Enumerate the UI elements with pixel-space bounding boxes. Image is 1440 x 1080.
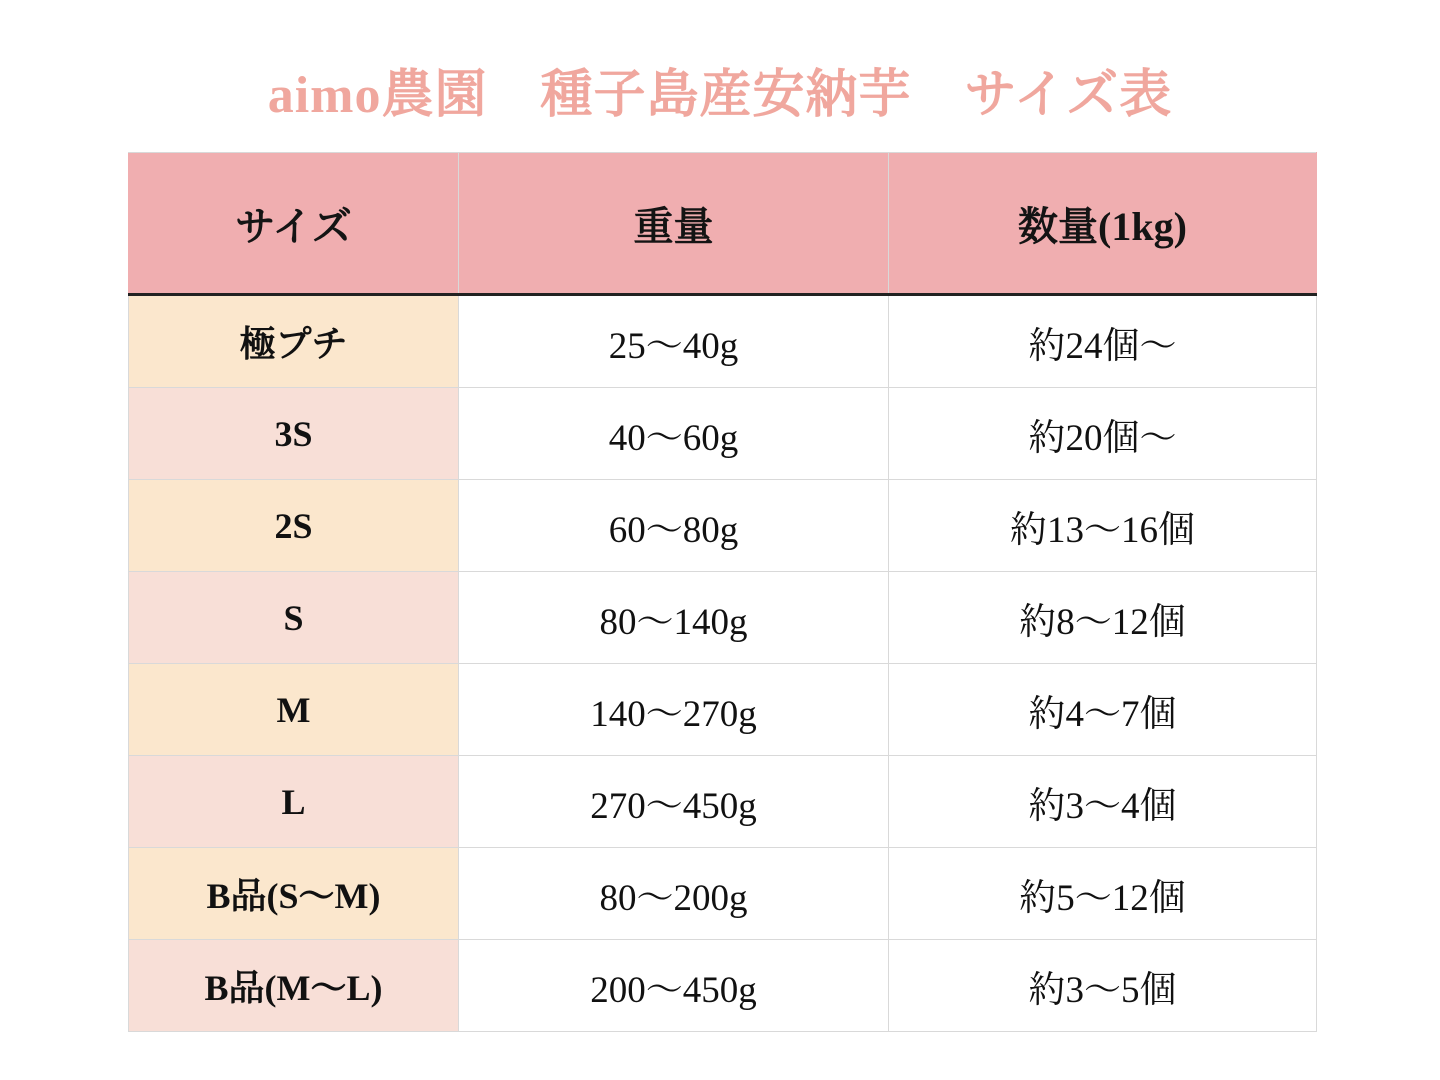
cell-size: 3S	[129, 388, 459, 480]
table-header-row	[129, 153, 1317, 295]
table-header	[129, 153, 1317, 295]
column-header-size: サイズ	[129, 153, 459, 295]
cell-quantity: 約13〜16個	[889, 480, 1317, 572]
cell-weight: 270〜450g	[459, 756, 889, 848]
cell-quantity: 約20個〜	[889, 388, 1317, 480]
cell-size: 極プチ	[129, 295, 459, 388]
column-header-weight: 重量	[459, 153, 889, 295]
cell-weight: 25〜40g	[459, 295, 889, 388]
table-row	[129, 940, 1317, 1032]
cell-size: B品(M〜L)	[129, 940, 459, 1032]
table-row	[129, 756, 1317, 848]
cell-weight: 200〜450g	[459, 940, 889, 1032]
cell-size: L	[129, 756, 459, 848]
cell-quantity: 約4〜7個	[889, 664, 1317, 756]
table-row	[129, 664, 1317, 756]
cell-size: S	[129, 572, 459, 664]
cell-quantity: 約5〜12個	[889, 848, 1317, 940]
cell-size: 2S	[129, 480, 459, 572]
cell-quantity: 約24個〜	[889, 295, 1317, 388]
table-row	[129, 848, 1317, 940]
cell-weight: 80〜200g	[459, 848, 889, 940]
cell-weight: 80〜140g	[459, 572, 889, 664]
table-row	[129, 388, 1317, 480]
table-row	[129, 295, 1317, 388]
cell-weight: 60〜80g	[459, 480, 889, 572]
cell-size: B品(S〜M)	[129, 848, 459, 940]
table-body	[129, 295, 1317, 1032]
cell-weight: 40〜60g	[459, 388, 889, 480]
cell-size: M	[129, 664, 459, 756]
cell-weight: 140〜270g	[459, 664, 889, 756]
column-header-quantity: 数量(1kg)	[889, 153, 1317, 295]
table-row	[129, 572, 1317, 664]
table-row	[129, 480, 1317, 572]
cell-quantity: 約8〜12個	[889, 572, 1317, 664]
size-table-container	[128, 152, 1316, 1032]
cell-quantity: 約3〜5個	[889, 940, 1317, 1032]
cell-quantity: 約3〜4個	[889, 756, 1317, 848]
page-title: aimo農園 種子島産安納芋 サイズ表	[267, 67, 1173, 124]
size-table	[128, 152, 1317, 1032]
